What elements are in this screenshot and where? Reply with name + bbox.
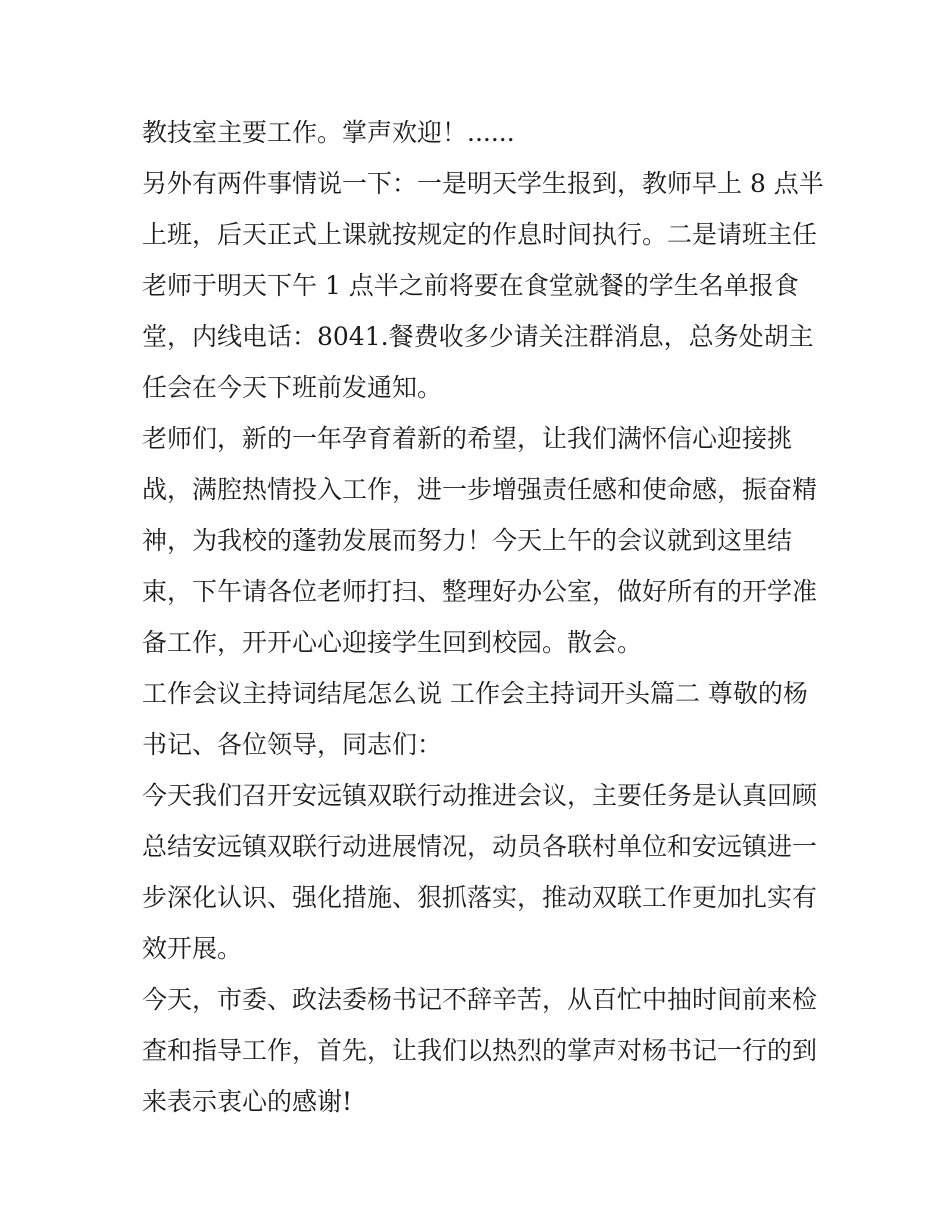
text-line: 上班，后天正式上课就按规定的作息时间执行。二是请班主任	[142, 220, 818, 249]
text-line: 神，为我校的蓬勃发展而努力！今天上午的会议就到这里结	[142, 526, 793, 555]
text-line: 任会在今天下班前发通知。	[142, 373, 443, 402]
text-line: 今天，市委、政法委杨书记不辞辛苦，从百忙中抽时间前来检	[142, 985, 818, 1014]
document-body	[142, 107, 824, 1127]
text-line: 老师于明天下午 1 点半之前将要在食堂就餐的学生名单报食	[142, 271, 799, 300]
text-line: 老师们，新的一年孕育着新的希望，让我们满怀信心迎接挑	[142, 424, 793, 453]
text-line: 查和指导工作，首先，让我们以热烈的掌声对杨书记一行的到	[142, 1036, 818, 1065]
text-line: 步深化认识、强化措施、狠抓落实，推动双联工作更加扎实有	[142, 883, 818, 912]
text-line: 总结安远镇双联行动进展情况，动员各联村单位和安远镇进一	[142, 832, 818, 861]
text-line: 书记、各位领导，同志们：	[142, 730, 443, 759]
text-line: 今天我们召开安远镇双联行动推进会议，主要任务是认真回顾	[142, 781, 818, 810]
text-line: 束，下午请各位老师打扫、整理好办公室，做好所有的开学准	[142, 577, 818, 606]
text-line: 来表示衷心的感谢!	[142, 1087, 353, 1116]
text-line: 另外有两件事情说一下：一是明天学生报到，教师早上 8 点半	[142, 169, 824, 198]
text-line: 备工作，开开心心迎接学生回到校园。散会。	[142, 628, 643, 657]
text-line: 教技室主要工作。掌声欢迎！......	[142, 118, 515, 147]
text-line: 工作会议主持词结尾怎么说 工作会主持词开头篇二 尊敬的杨	[142, 679, 808, 708]
text-line: 堂，内线电话：8041.餐费收多少请关注群消息，总务处胡主	[142, 322, 814, 351]
text-line: 效开展。	[142, 934, 243, 963]
text-line: 战，满腔热情投入工作，进一步增强责任感和使命感，振奋精	[142, 475, 818, 504]
